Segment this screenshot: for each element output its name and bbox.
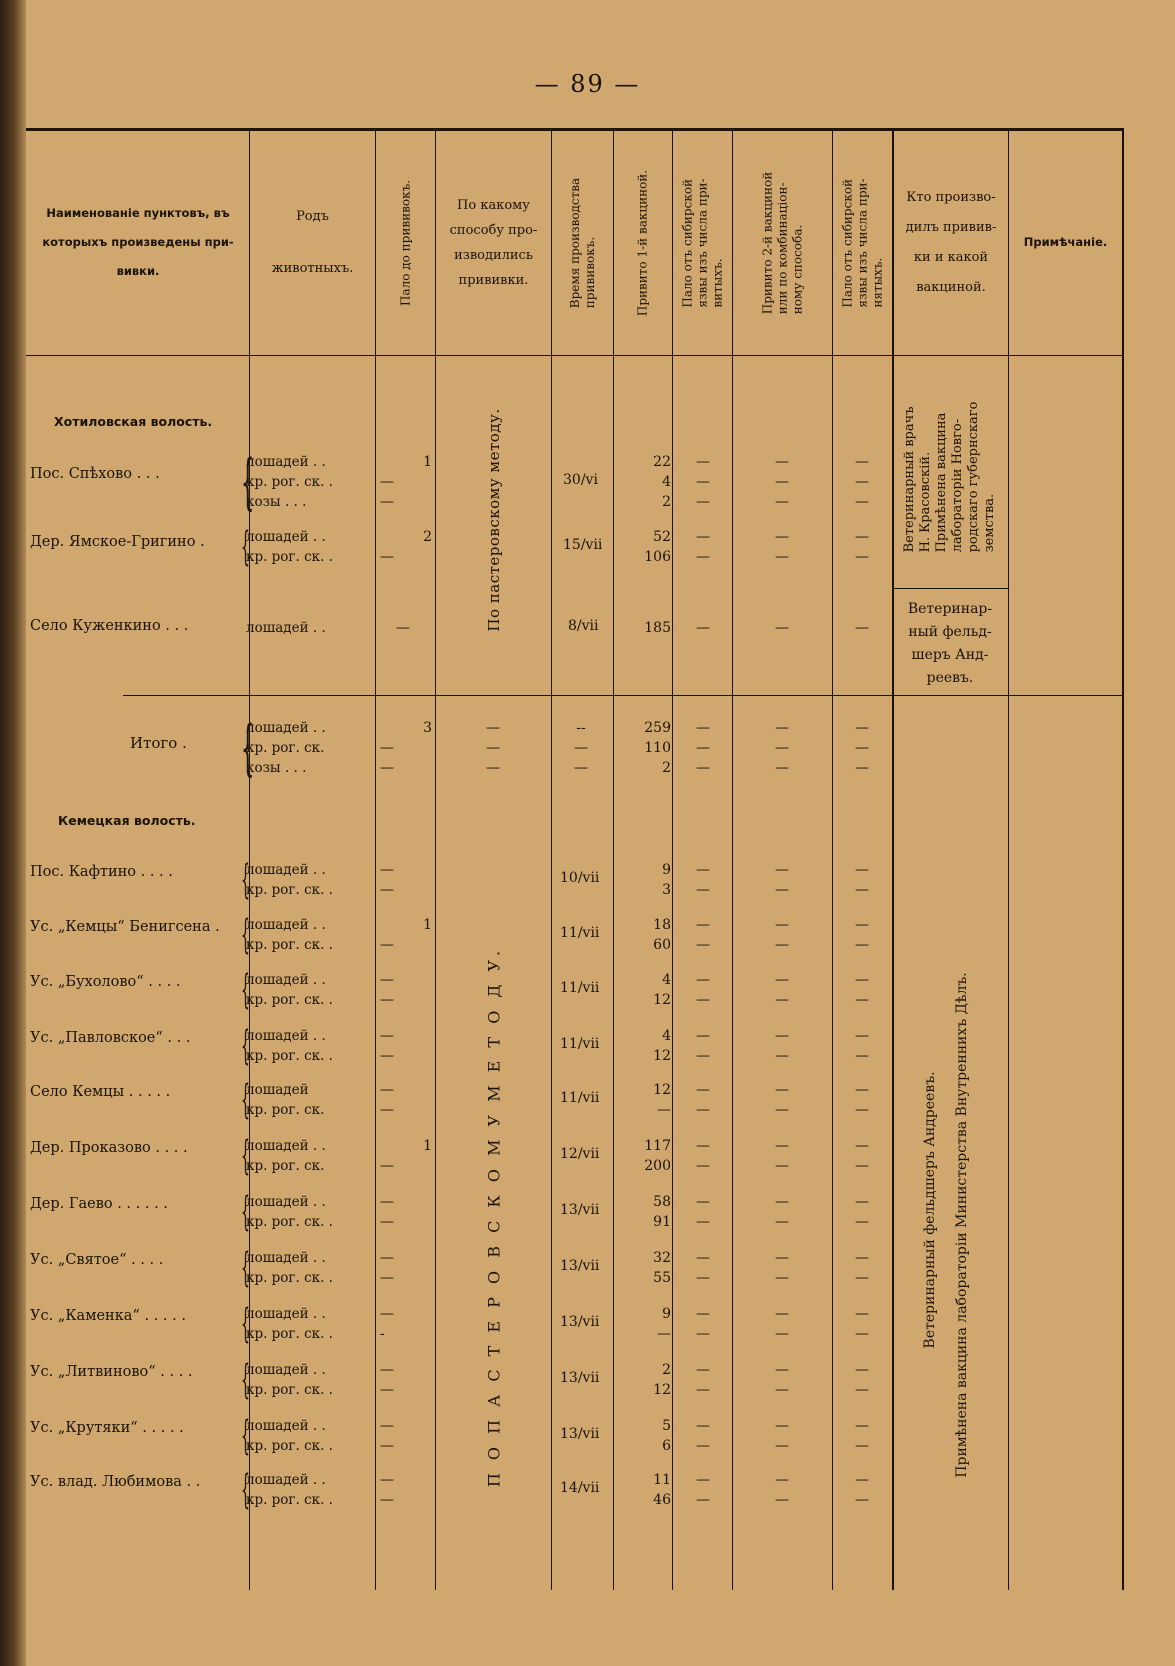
dash: —	[775, 1158, 789, 1174]
dash: —	[696, 917, 710, 933]
row-dash-cell	[767, 915, 797, 955]
dash: —	[775, 1214, 789, 1230]
dash: —	[775, 1472, 789, 1488]
row-dash-cell	[767, 860, 797, 900]
page-number: — 89 —	[534, 70, 641, 98]
section2-title: Кемецкая волость.	[58, 813, 196, 828]
row-time: 13/vii	[560, 1314, 600, 1330]
row-time: 13/vii	[560, 1258, 600, 1274]
dash: —	[696, 1418, 710, 1434]
row-animals: { лошадей . . кр. рог. ск. .	[241, 1245, 333, 1291]
section1-who-text: Ветеринарный врачъ Н. Красовскій. Примѣнена вакцина лабораторіи Новго- родскаго губернскаго земства.	[902, 401, 997, 553]
row-died-before: — -	[380, 1306, 394, 1342]
dash: —	[855, 1048, 869, 1064]
row-dash-cell	[767, 1026, 797, 1066]
row-died-before: — —	[380, 1194, 394, 1230]
row-died-before: 1 —	[380, 1138, 432, 1174]
row-time: 11/vii	[560, 925, 600, 941]
row-time: 13/vii	[560, 1426, 600, 1442]
brace: {	[241, 1467, 250, 1513]
brace: {	[241, 1245, 250, 1291]
row-vacc1: 117 200	[644, 1138, 671, 1174]
dash: —	[696, 1326, 710, 1342]
dash: —	[696, 972, 710, 988]
row-vacc1: 32 55	[653, 1250, 671, 1286]
brace: {	[241, 1077, 250, 1123]
row-animals: { лошадей . . кр. рог. ск. .	[241, 1189, 333, 1235]
dash: —	[696, 1362, 710, 1378]
row-dash-cell	[688, 1192, 718, 1232]
dash: —	[775, 1102, 789, 1118]
row-dash-cell	[847, 970, 877, 1010]
row-vacc1: 12 —	[653, 1082, 671, 1118]
table-row: Село Куженкино . . . лошадей . . — 8/vii 185 — — —	[30, 618, 869, 636]
dash: —	[775, 937, 789, 953]
section1-method: По пастеровскому методу.	[485, 408, 503, 632]
row-animals: { лошадей . . кр. рог. ск. .	[241, 857, 333, 903]
row-name: Ус. „Павловское“ . . .	[30, 1030, 191, 1046]
row-animals: { лошадей кр. рог. ск.	[241, 1077, 325, 1123]
header-vacc1: Привито 1-й вакциной.	[635, 169, 650, 316]
brace: {	[241, 1301, 250, 1347]
row-vacc1: 5 6	[662, 1418, 671, 1454]
dash: —	[855, 917, 869, 933]
table-row	[0, 1023, 1175, 1086]
row-died-before: — —	[380, 1082, 394, 1118]
row-dash-cell	[688, 1360, 718, 1400]
row-dash-cell	[767, 1248, 797, 1288]
row-animals: { лошадей . . кр. рог. ск. .	[241, 967, 333, 1013]
dash: —	[855, 1214, 869, 1230]
row-died-before: — —	[380, 1028, 394, 1064]
table-row	[0, 1189, 1175, 1252]
dash: —	[855, 1492, 869, 1508]
dash: —	[855, 1270, 869, 1286]
table-row: Пос. Спѣхово . . . { лошадей . . кр. рог. ск. . козы . . . 1 — — 30/vi 22 4 2 — — — — — — — — —	[30, 447, 869, 517]
dash: —	[775, 1028, 789, 1044]
dash: —	[855, 1438, 869, 1454]
row-animals: { лошадей . . кр. рог. ск. .	[241, 1413, 333, 1459]
dash: —	[696, 1102, 710, 1118]
row-dash-cell	[847, 1360, 877, 1400]
row-name: Пос. Кафтино . . . .	[30, 864, 173, 880]
dash: —	[855, 1250, 869, 1266]
row-dash-cell	[767, 1192, 797, 1232]
row-dash-cell	[767, 1080, 797, 1120]
row-name: Дер. Гаево . . . . . .	[30, 1196, 168, 1212]
dash: —	[775, 862, 789, 878]
brace: {	[241, 1357, 250, 1403]
dash: —	[775, 1082, 789, 1098]
dash: —	[855, 992, 869, 1008]
row-dash-cell	[767, 1136, 797, 1176]
row-dash-cell	[767, 1304, 797, 1344]
who-cell-divider	[892, 588, 1008, 589]
row-vacc1: 2 12	[653, 1362, 671, 1398]
row-died-before: — —	[380, 1250, 394, 1286]
row-dash-cell	[847, 1248, 877, 1288]
table-row	[0, 1467, 1175, 1530]
dash: —	[696, 1214, 710, 1230]
header-vacc2: Привито 2-й вакциной или по комбинаціон- ному способа.	[760, 171, 804, 314]
row-vacc1: 9 —	[657, 1306, 671, 1342]
dash: —	[775, 882, 789, 898]
row-name: Ус. „Литвиново“ . . . .	[30, 1364, 193, 1380]
dash: —	[855, 1306, 869, 1322]
dash: —	[855, 1418, 869, 1434]
header-who: Кто произво- дилъ привив- ки и какой вакциной.	[905, 189, 997, 295]
dash: —	[696, 1082, 710, 1098]
row-vacc1: 11 46	[653, 1472, 671, 1508]
row-dash-cell	[847, 1026, 877, 1066]
dash: —	[696, 1472, 710, 1488]
row-died-before: — —	[380, 972, 394, 1008]
dash: —	[855, 882, 869, 898]
row-time: 11/vii	[560, 1090, 600, 1106]
dash: —	[775, 1418, 789, 1434]
row-dash-cell	[688, 1080, 718, 1120]
brace: {	[241, 713, 255, 783]
row-name: Ус. „Святое“ . . . .	[30, 1252, 164, 1268]
dash: —	[855, 1362, 869, 1378]
table-row	[0, 857, 1175, 920]
row-died-before: — —	[380, 1362, 394, 1398]
row-died-before: 1 —	[380, 917, 432, 953]
row-time: 11/vii	[560, 1036, 600, 1052]
section2-who-text1: Ветеринарный фельдшеръ Андреевъ.	[922, 1071, 938, 1349]
dash: —	[775, 1048, 789, 1064]
dash: —	[696, 1270, 710, 1286]
dash: —	[775, 1438, 789, 1454]
row-dash-cell	[767, 1470, 797, 1510]
brace: {	[241, 857, 250, 903]
row-animals: { лошадей . . кр. рог. ск.	[241, 1133, 326, 1179]
row-dash-cell	[688, 1136, 718, 1176]
row-dash-cell	[847, 1470, 877, 1510]
totals-row: Итого . { лошадей . . кр. рог. ск. козы . . . 3 — — — — — -- — — 259 110 2 — — — — — — — — —	[130, 713, 869, 783]
dash: —	[775, 1306, 789, 1322]
row-dash-cell	[688, 1248, 718, 1288]
row-animals: { лошадей . . кр. рог. ск. .	[241, 912, 333, 958]
dash: —	[696, 1438, 710, 1454]
header-name: Наименованіе пунктовъ, въ которыхъ произведены при- вивки.	[42, 206, 234, 278]
brace: {	[241, 447, 255, 517]
header-died-sib2: Пало отъ сибирской язвы изъ числа при- нятыхъ.	[840, 177, 884, 308]
row-time: 13/vii	[560, 1202, 600, 1218]
table-row	[0, 1301, 1175, 1364]
row-time: 10/vii	[560, 870, 600, 886]
dash: —	[696, 1382, 710, 1398]
row-dash-cell	[688, 970, 718, 1010]
dash: —	[855, 1082, 869, 1098]
row-vacc1: 4 12	[653, 1028, 671, 1064]
row-vacc1: 9 3	[662, 862, 671, 898]
dash: —	[855, 1158, 869, 1174]
dash: —	[775, 1362, 789, 1378]
row-name: Село Кемцы . . . . .	[30, 1084, 171, 1100]
header-died-before: Пало до прививокъ.	[398, 179, 412, 306]
dash: —	[855, 1138, 869, 1154]
brace: {	[241, 1413, 250, 1459]
dash: —	[855, 972, 869, 988]
row-vacc1: 18 60	[653, 917, 671, 953]
dash: —	[775, 1270, 789, 1286]
dash: —	[775, 1138, 789, 1154]
row-time: 11/vii	[560, 980, 600, 996]
dash: —	[775, 992, 789, 1008]
row-time: 13/vii	[560, 1370, 600, 1386]
section1-bottom-rule	[123, 695, 1124, 696]
row-name: Ус. влад. Любимова . .	[30, 1474, 201, 1490]
row-died-before: — —	[380, 1472, 394, 1508]
dash: —	[775, 972, 789, 988]
table-row	[0, 1357, 1175, 1420]
row-dash-cell	[688, 1304, 718, 1344]
row-name: Ус. „Бухолово“ . . . .	[30, 974, 181, 990]
row-dash-cell	[847, 1304, 877, 1344]
row-dash-cell	[688, 860, 718, 900]
dash: —	[855, 937, 869, 953]
brace: {	[241, 912, 250, 958]
table-row	[0, 1077, 1175, 1140]
dash: —	[855, 1472, 869, 1488]
section1-title: Хотиловская волость.	[54, 414, 213, 429]
header-bottom-rule	[26, 355, 1124, 356]
dash: —	[696, 1138, 710, 1154]
row-dash-cell	[767, 1360, 797, 1400]
brace: {	[241, 1133, 250, 1179]
row-dash-cell	[847, 915, 877, 955]
row-died-before: — —	[380, 1418, 394, 1454]
row-time: 14/vii	[560, 1480, 600, 1496]
header-method: По какому способу про- изводились прививки.	[449, 197, 538, 288]
row-animals: { лошадей . . кр. рог. ск. .	[241, 1467, 333, 1513]
dash: —	[855, 1102, 869, 1118]
dash: —	[696, 992, 710, 1008]
row-animals: { лошадей . . кр. рог. ск. .	[241, 1301, 333, 1347]
header-notes: Примѣчаніе.	[1023, 235, 1108, 249]
row-dash-cell	[767, 970, 797, 1010]
table-row	[0, 1413, 1175, 1476]
dash: —	[696, 937, 710, 953]
dash: —	[696, 1306, 710, 1322]
dash: —	[696, 862, 710, 878]
table-row	[0, 967, 1175, 1030]
row-vacc1: 58 91	[653, 1194, 671, 1230]
section2-who-text2: Примѣнена вакцина лабораторіи Министерства Внутреннихъ Дѣлъ.	[954, 972, 970, 1478]
row-name: Ус. „Каменка“ . . . . .	[30, 1308, 186, 1324]
brace: {	[241, 524, 250, 570]
row-dash-cell	[688, 915, 718, 955]
row-dash-cell	[847, 1192, 877, 1232]
brace: {	[241, 1023, 250, 1069]
section2-method: П О П А С Т Е Р О В С К О М У М Е Т О Д У.	[484, 946, 504, 1488]
dash: —	[696, 1492, 710, 1508]
dash: —	[855, 1382, 869, 1398]
brace: {	[241, 1189, 250, 1235]
dash: —	[696, 1048, 710, 1064]
dash: —	[696, 1194, 710, 1210]
brace: {	[241, 967, 250, 1013]
dash: —	[855, 1194, 869, 1210]
row-dash-cell	[688, 1416, 718, 1456]
row-animals: { лошадей . . кр. рог. ск. .	[241, 1023, 333, 1069]
row-died-before: — —	[380, 862, 394, 898]
dash: —	[775, 917, 789, 933]
row-vacc1: 4 12	[653, 972, 671, 1008]
dash: —	[775, 1326, 789, 1342]
dash: —	[775, 1492, 789, 1508]
dash: —	[855, 862, 869, 878]
dash: —	[775, 1194, 789, 1210]
row-dash-cell	[847, 1136, 877, 1176]
row-dash-cell	[847, 1080, 877, 1120]
row-name: Ус. „Кемцы“ Бенигсена .	[30, 919, 220, 935]
dash: —	[775, 1382, 789, 1398]
table-row	[0, 1245, 1175, 1308]
row-animals: { лошадей . . кр. рог. ск. .	[241, 1357, 333, 1403]
row-name: Ус. „Крутяки“ . . . . .	[30, 1420, 184, 1436]
section1-who-text2: Ветеринар- ный фельд- шеръ Анд- реевъ.	[907, 601, 993, 686]
row-dash-cell	[688, 1470, 718, 1510]
row-name: Дер. Проказово . . . .	[30, 1140, 188, 1156]
dash: —	[775, 1250, 789, 1266]
header-died-sib1: Пало отъ сибирской язвы изъ числа при- витыхъ.	[680, 177, 724, 308]
table-row	[0, 912, 1175, 975]
row-dash-cell	[847, 1416, 877, 1456]
dash: —	[855, 1028, 869, 1044]
dash: —	[696, 1028, 710, 1044]
row-dash-cell	[767, 1416, 797, 1456]
dash: —	[696, 1158, 710, 1174]
table-row	[0, 1133, 1175, 1196]
header-animals: Родъ животныхъ.	[271, 208, 354, 276]
dash: —	[855, 1326, 869, 1342]
table-row: Дер. Ямское-Григино . { лошадей . . кр. рог. ск. . 2 — 15/vii 52 106 — — — — — —	[30, 524, 869, 570]
dash: —	[696, 882, 710, 898]
row-time: 12/vii	[560, 1146, 600, 1162]
row-dash-cell	[688, 1026, 718, 1066]
header-time: Время производства прививокъ.	[567, 177, 597, 308]
row-dash-cell	[847, 860, 877, 900]
dash: —	[696, 1250, 710, 1266]
